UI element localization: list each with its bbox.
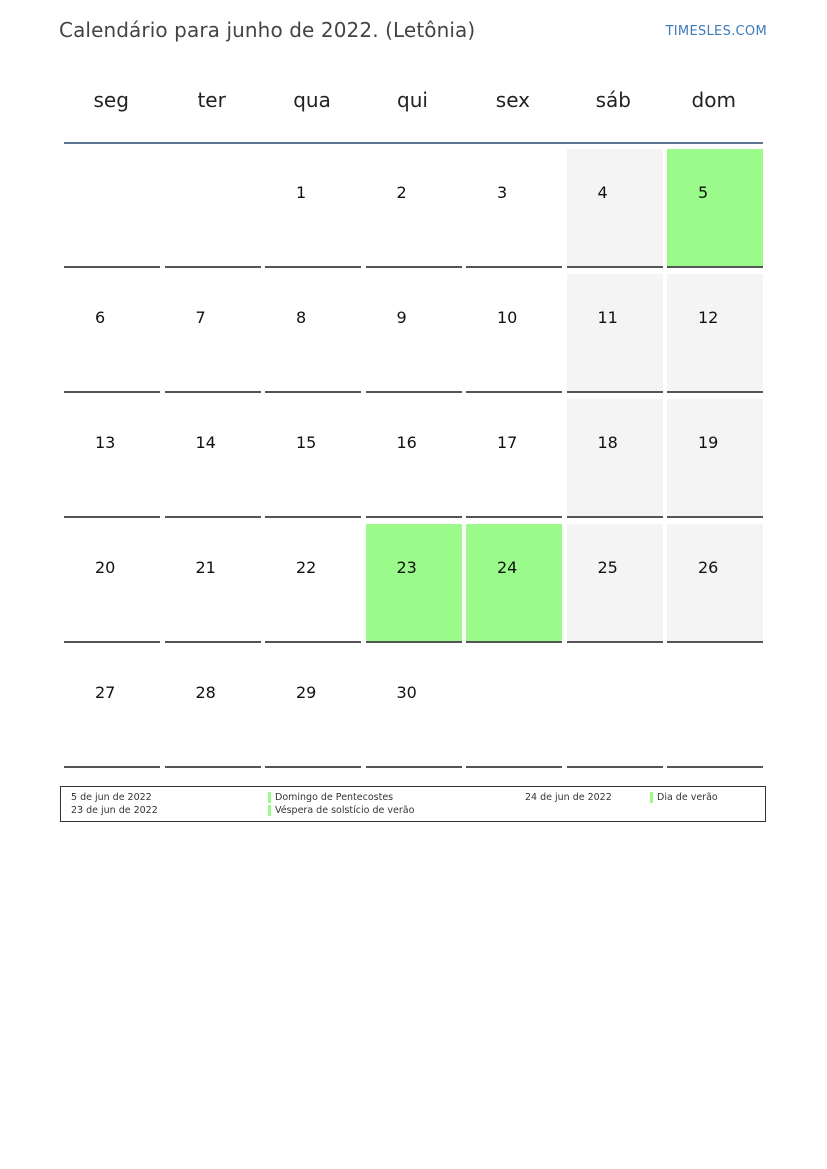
day-cell bbox=[265, 149, 361, 268]
weekday-sun: dom bbox=[691, 88, 736, 112]
day-cell bbox=[667, 399, 763, 518]
weekday-header bbox=[61, 88, 764, 122]
day-number: 22 bbox=[296, 558, 317, 577]
day-number: 5 bbox=[698, 183, 709, 202]
header-divider bbox=[64, 142, 763, 144]
empty-day-cell bbox=[567, 649, 663, 768]
day-number: 17 bbox=[497, 433, 518, 452]
calendar-week-row bbox=[64, 524, 764, 649]
day-cell bbox=[265, 524, 361, 643]
day-number: 27 bbox=[95, 683, 116, 702]
day-number: 12 bbox=[698, 308, 719, 327]
legend-date-2: 23 de jun de 2022 bbox=[71, 805, 158, 816]
weekday-sat: sáb bbox=[595, 88, 631, 112]
day-cell bbox=[667, 524, 763, 643]
weekday-tue: ter bbox=[197, 88, 226, 112]
day-cell bbox=[366, 399, 462, 518]
legend-color-marker bbox=[650, 792, 653, 803]
legend-name-3: Dia de verão bbox=[657, 792, 718, 803]
calendar-grid bbox=[64, 149, 764, 774]
day-cell bbox=[165, 274, 261, 393]
day-cell bbox=[64, 274, 160, 393]
day-number: 2 bbox=[396, 183, 407, 202]
day-number: 14 bbox=[195, 433, 216, 452]
legend-color-marker bbox=[268, 792, 271, 803]
holiday-day-cell bbox=[466, 524, 562, 643]
day-number: 26 bbox=[698, 558, 719, 577]
day-cell bbox=[64, 649, 160, 768]
day-number: 15 bbox=[296, 433, 317, 452]
day-cell bbox=[366, 274, 462, 393]
weekday-thu: qui bbox=[397, 88, 428, 112]
day-number: 10 bbox=[497, 308, 518, 327]
day-number: 18 bbox=[597, 433, 618, 452]
weekday-mon: seg bbox=[93, 88, 129, 112]
day-number: 9 bbox=[396, 308, 407, 327]
day-cell bbox=[165, 649, 261, 768]
day-cell bbox=[466, 274, 562, 393]
day-number: 1 bbox=[296, 183, 307, 202]
day-cell bbox=[567, 274, 663, 393]
day-number: 24 bbox=[497, 558, 518, 577]
day-cell bbox=[64, 524, 160, 643]
holiday-day-cell bbox=[667, 149, 763, 268]
day-cell bbox=[265, 274, 361, 393]
day-number: 21 bbox=[195, 558, 216, 577]
holiday-legend bbox=[60, 786, 766, 822]
calendar-week-row bbox=[64, 649, 764, 774]
day-number: 7 bbox=[195, 308, 206, 327]
calendar-week-row bbox=[64, 149, 764, 274]
day-cell bbox=[567, 399, 663, 518]
day-number: 3 bbox=[497, 183, 508, 202]
legend-name-1: Domingo de Pentecostes bbox=[275, 792, 394, 803]
day-number: 19 bbox=[698, 433, 719, 452]
legend-name-2: Véspera de solstício de verão bbox=[275, 805, 415, 816]
day-cell bbox=[567, 149, 663, 268]
brand-link[interactable]: TIMESLES.COM bbox=[665, 24, 767, 39]
day-number: 6 bbox=[95, 308, 106, 327]
day-cell bbox=[366, 649, 462, 768]
day-cell bbox=[165, 524, 261, 643]
weekday-fri: sex bbox=[495, 88, 530, 112]
legend-date-3: 24 de jun de 2022 bbox=[525, 792, 612, 803]
day-number: 23 bbox=[396, 558, 417, 577]
day-cell bbox=[64, 399, 160, 518]
holiday-day-cell bbox=[366, 524, 462, 643]
calendar-week-row bbox=[64, 399, 764, 524]
empty-day-cell bbox=[667, 649, 763, 768]
day-cell bbox=[667, 274, 763, 393]
day-cell bbox=[265, 399, 361, 518]
page-title: Calendário para junho de 2022. (Letônia) bbox=[59, 18, 476, 42]
day-number: 25 bbox=[597, 558, 618, 577]
day-cell bbox=[567, 524, 663, 643]
day-cell bbox=[265, 649, 361, 768]
day-number: 29 bbox=[296, 683, 317, 702]
day-number: 30 bbox=[396, 683, 417, 702]
day-cell bbox=[366, 149, 462, 268]
empty-day-cell bbox=[466, 649, 562, 768]
day-number: 4 bbox=[597, 183, 608, 202]
legend-date-1: 5 de jun de 2022 bbox=[71, 792, 152, 803]
day-number: 13 bbox=[95, 433, 116, 452]
day-cell bbox=[165, 399, 261, 518]
weekday-wed: qua bbox=[293, 88, 331, 112]
empty-day-cell bbox=[64, 149, 160, 268]
day-number: 20 bbox=[95, 558, 116, 577]
empty-day-cell bbox=[165, 149, 261, 268]
day-number: 11 bbox=[597, 308, 618, 327]
legend-color-marker bbox=[268, 805, 271, 816]
day-number: 28 bbox=[195, 683, 216, 702]
day-cell bbox=[466, 399, 562, 518]
day-cell bbox=[466, 149, 562, 268]
day-number: 8 bbox=[296, 308, 307, 327]
day-number: 16 bbox=[396, 433, 417, 452]
calendar-week-row bbox=[64, 274, 764, 399]
